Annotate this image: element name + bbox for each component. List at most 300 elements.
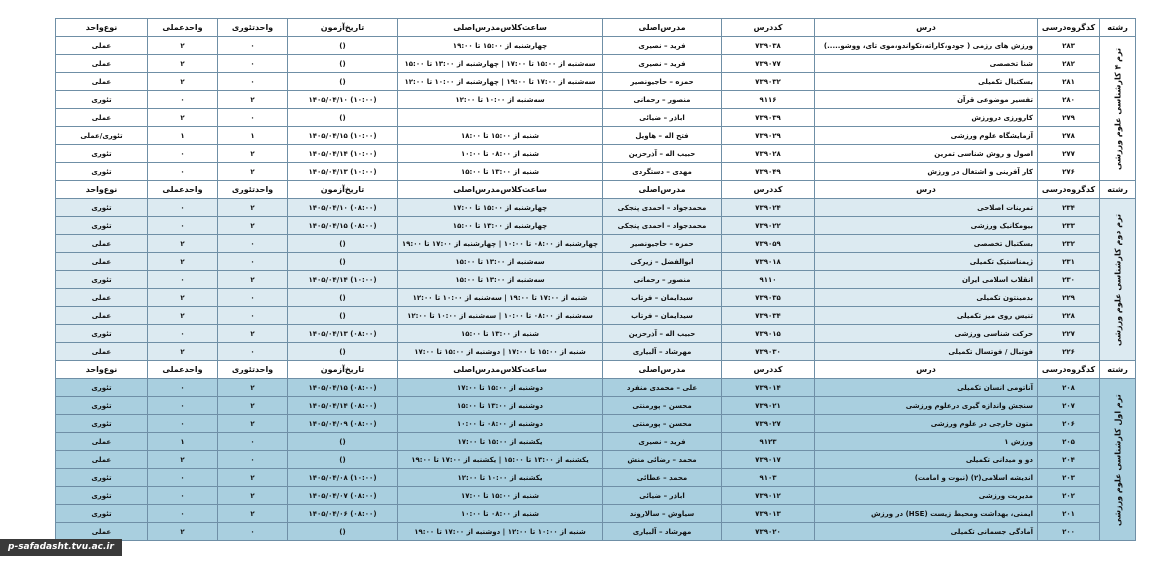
- exam-date-cell: (۱۰:۰۰) ۱۴۰۵/۰۴/۱۵: [288, 127, 398, 145]
- section-rows: [56, 37, 1136, 181]
- group-code-cell: ۲۰۴: [1038, 451, 1100, 469]
- class-time-cell: سه‌شنبه از ۱۳:۰۰ تا ۱۵:۰۰: [398, 253, 603, 271]
- table-row: [56, 91, 1136, 109]
- column-header-unit-type: نوع‌واحد: [56, 361, 148, 379]
- unit-type-cell: عملی: [56, 451, 148, 469]
- class-time-cell: شنبه از ۰۸:۰۰ تا ۱۰:۰۰: [398, 505, 603, 523]
- course-code-cell: ۷۳۹۰۱۳: [722, 505, 815, 523]
- theory-units-cell: ۰: [218, 235, 288, 253]
- instructor-cell: حمزه – حاجیونصیر: [603, 73, 722, 91]
- theory-units-cell: ۱: [218, 127, 288, 145]
- group-code-cell: ۲۲۷: [1038, 325, 1100, 343]
- course-name-cell: انقلاب اسلامی ایران: [815, 271, 1038, 289]
- table-row: [56, 127, 1136, 145]
- practical-units-cell: ۲: [148, 109, 218, 127]
- exam-date-cell: (): [288, 235, 398, 253]
- column-header-theory-units: واحدتئوری: [218, 19, 288, 37]
- course-code-cell: ۷۳۹۰۲۸: [722, 145, 815, 163]
- unit-type-cell: عملی: [56, 433, 148, 451]
- class-time-cell: چهارشنبه از ۱۵:۰۰ تا ۱۹:۰۰: [398, 37, 603, 55]
- unit-type-cell: عملی: [56, 343, 148, 361]
- instructor-cell: فرید – نصیری: [603, 433, 722, 451]
- exam-date-cell: (۱۰:۰۰) ۱۴۰۵/۰۴/۱۴: [288, 271, 398, 289]
- practical-units-cell: ۰: [148, 379, 218, 397]
- table-row: [56, 415, 1136, 433]
- class-time-cell: شنبه از ۱۵:۰۰ تا ۱۷:۰۰ | دوشنبه از ۱۵:۰۰ تا ۱۷:۰۰: [398, 343, 603, 361]
- group-code-cell: ۲۰۸: [1038, 379, 1100, 397]
- group-code-cell: ۲۳۴: [1038, 199, 1100, 217]
- group-code-cell: ۲۸۱: [1038, 73, 1100, 91]
- class-time-cell: شنبه از ۰۸:۰۰ تا ۱۰:۰۰: [398, 145, 603, 163]
- exam-date-cell: (۱۰:۰۰) ۱۴۰۵/۰۴/۱۰: [288, 91, 398, 109]
- group-code-cell: ۲۰۱: [1038, 505, 1100, 523]
- exam-date-cell: (): [288, 307, 398, 325]
- table-row: [56, 73, 1136, 91]
- theory-units-cell: ۲: [218, 415, 288, 433]
- practical-units-cell: ۱: [148, 433, 218, 451]
- practical-units-cell: ۰: [148, 145, 218, 163]
- column-header-course: درس: [815, 361, 1038, 379]
- course-name-cell: تفسیر موضوعی قرآن: [815, 91, 1038, 109]
- column-header-instructor: مدرس‌اصلی: [603, 361, 722, 379]
- section-header: [56, 361, 1136, 379]
- field-label: ترم ۴ کارشناسی علوم ورزشی: [1100, 37, 1136, 181]
- unit-type-cell: عملی: [56, 235, 148, 253]
- theory-units-cell: ۲: [218, 199, 288, 217]
- practical-units-cell: ۲: [148, 235, 218, 253]
- unit-type-cell: تئوری: [56, 199, 148, 217]
- class-time-cell: شنبه از ۱۳:۰۰ تا ۱۵:۰۰: [398, 325, 603, 343]
- table-row: [56, 235, 1136, 253]
- table-row: [56, 433, 1136, 451]
- course-name-cell: تمرینات اصلاحی: [815, 199, 1038, 217]
- course-name-cell: آزمایشگاه علوم ورزشی: [815, 127, 1038, 145]
- column-header-exam-date: تاریخ‌آزمون: [288, 181, 398, 199]
- course-code-cell: ۷۳۹۰۴۹: [722, 163, 815, 181]
- practical-units-cell: ۲: [148, 307, 218, 325]
- class-time-cell: سه‌شنبه از ۰۸:۰۰ تا ۱۰:۰۰ | سه‌شنبه از ۱۰:۰۰ تا ۱۲:۰۰: [398, 307, 603, 325]
- course-name-cell: سنجش واندازه گیری درعلوم ورزشی: [815, 397, 1038, 415]
- course-name-cell: بسکتبال تکمیلی: [815, 73, 1038, 91]
- course-name-cell: اندیشه اسلامی(۲) (نبوت و امامت): [815, 469, 1038, 487]
- class-time-cell: یکشنبه از ۱۰:۰۰ تا ۱۲:۰۰: [398, 469, 603, 487]
- exam-date-cell: (۱۰:۰۰) ۱۴۰۵/۰۴/۱۳: [288, 163, 398, 181]
- course-code-cell: ۹۱۰۳: [722, 469, 815, 487]
- unit-type-cell: عملی: [56, 253, 148, 271]
- theory-units-cell: ۲: [218, 145, 288, 163]
- practical-units-cell: ۲: [148, 289, 218, 307]
- course-code-cell: ۷۳۹۰۱۴: [722, 379, 815, 397]
- unit-type-cell: تئوری: [56, 325, 148, 343]
- exam-date-cell: (): [288, 523, 398, 541]
- course-code-cell: ۷۳۹۰۳۹: [722, 109, 815, 127]
- table-row: [56, 343, 1136, 361]
- unit-type-cell: تئوری: [56, 271, 148, 289]
- theory-units-cell: ۰: [218, 451, 288, 469]
- schedule-table: [55, 18, 1136, 541]
- exam-date-cell: (): [288, 433, 398, 451]
- theory-units-cell: ۲: [218, 505, 288, 523]
- practical-units-cell: ۲: [148, 343, 218, 361]
- column-header-course-code: کددرس: [722, 361, 815, 379]
- column-header-instructor: مدرس‌اصلی: [603, 19, 722, 37]
- exam-date-cell: (۱۰:۰۰) ۱۴۰۵/۰۴/۱۴: [288, 145, 398, 163]
- group-code-cell: ۲۸۰: [1038, 91, 1100, 109]
- table-row: [56, 145, 1136, 163]
- header-row: [56, 361, 1136, 379]
- exam-date-cell: (): [288, 253, 398, 271]
- exam-date-cell: (۰۸:۰۰) ۱۴۰۵/۰۴/۰۹: [288, 415, 398, 433]
- course-code-cell: ۷۳۹۰۲۲: [722, 217, 815, 235]
- theory-units-cell: ۰: [218, 289, 288, 307]
- instructor-cell: منصور – رحمانی: [603, 271, 722, 289]
- field-label: ترم دوم کارشناسی علوم ورزشی: [1100, 199, 1136, 361]
- unit-type-cell: تئوری: [56, 163, 148, 181]
- class-time-cell: شنبه از ۱۷:۰۰ تا ۱۹:۰۰ | سه‌شنبه از ۱۰:۰۰ تا ۱۲:۰۰: [398, 289, 603, 307]
- course-code-cell: ۹۱۱۶: [722, 91, 815, 109]
- column-header-field: رشته: [1100, 181, 1136, 199]
- practical-units-cell: ۰: [148, 469, 218, 487]
- group-code-cell: ۲۲۹: [1038, 289, 1100, 307]
- group-code-cell: ۲۰۶: [1038, 415, 1100, 433]
- instructor-cell: ابوالفضل – زیرکی: [603, 253, 722, 271]
- unit-type-cell: عملی: [56, 37, 148, 55]
- course-name-cell: کار آفرینی و اشتغال در ورزش: [815, 163, 1038, 181]
- table-row: [56, 271, 1136, 289]
- site-watermark: p-safadasht.tvu.ac.ir: [0, 539, 122, 556]
- instructor-cell: محمد – عطائی: [603, 469, 722, 487]
- column-header-practical-units: واحدعملی: [148, 361, 218, 379]
- course-name-cell: مدیریت ورزشی: [815, 487, 1038, 505]
- class-time-cell: دوشنبه از ۰۸:۰۰ تا ۱۰:۰۰: [398, 415, 603, 433]
- practical-units-cell: ۰: [148, 163, 218, 181]
- field-label: ترم اول کارشناسی علوم ورزشی: [1100, 379, 1136, 541]
- theory-units-cell: ۰: [218, 109, 288, 127]
- course-code-cell: ۷۳۹۰۲۴: [722, 199, 815, 217]
- instructor-cell: اباذر – ضیائی: [603, 109, 722, 127]
- instructor-cell: فتح اله – هاویل: [603, 127, 722, 145]
- column-header-class-time: ساعت‌کلاس‌مدرس‌اصلی: [398, 181, 603, 199]
- group-code-cell: ۲۷۹: [1038, 109, 1100, 127]
- table-row: [56, 289, 1136, 307]
- unit-type-cell: عملی: [56, 523, 148, 541]
- instructor-cell: اباذر – ضیائی: [603, 487, 722, 505]
- course-code-cell: ۷۳۹۰۵۹: [722, 235, 815, 253]
- theory-units-cell: ۲: [218, 163, 288, 181]
- group-code-cell: ۲۸۲: [1038, 55, 1100, 73]
- course-name-cell: فوتبال / فوتسال تکمیلی: [815, 343, 1038, 361]
- exam-date-cell: (۰۸:۰۰) ۱۴۰۵/۰۴/۱۵: [288, 217, 398, 235]
- practical-units-cell: ۰: [148, 91, 218, 109]
- theory-units-cell: ۲: [218, 487, 288, 505]
- table-row: [56, 379, 1136, 397]
- group-code-cell: ۲۰۵: [1038, 433, 1100, 451]
- instructor-cell: محمدجواد – احمدی پنجکی: [603, 199, 722, 217]
- course-name-cell: ورزش ۱: [815, 433, 1038, 451]
- exam-date-cell: (۱۰:۰۰) ۱۴۰۵/۰۴/۰۸: [288, 469, 398, 487]
- group-code-cell: ۲۳۰: [1038, 271, 1100, 289]
- practical-units-cell: ۰: [148, 487, 218, 505]
- column-header-theory-units: واحدتئوری: [218, 361, 288, 379]
- table-row: [56, 451, 1136, 469]
- group-code-cell: ۲۷۷: [1038, 145, 1100, 163]
- table-row: [56, 163, 1136, 181]
- course-name-cell: دو و میدانی تکمیلی: [815, 451, 1038, 469]
- instructor-cell: علی – محمدی منفرد: [603, 379, 722, 397]
- unit-type-cell: تئوری: [56, 379, 148, 397]
- instructor-cell: مهدی – دستگردی: [603, 163, 722, 181]
- course-code-cell: ۷۳۹۰۱۵: [722, 325, 815, 343]
- practical-units-cell: ۱: [148, 127, 218, 145]
- course-code-cell: ۷۳۹۰۷۷: [722, 55, 815, 73]
- table-row: [56, 523, 1136, 541]
- instructor-cell: محمدجواد – احمدی پنجکی: [603, 217, 722, 235]
- column-header-group-code: کدگروه‌درسی: [1038, 361, 1100, 379]
- table-row: [56, 55, 1136, 73]
- course-code-cell: ۷۳۹۰۳۲: [722, 73, 815, 91]
- column-header-class-time: ساعت‌کلاس‌مدرس‌اصلی: [398, 361, 603, 379]
- theory-units-cell: ۰: [218, 523, 288, 541]
- unit-type-cell: تئوری: [56, 91, 148, 109]
- unit-type-cell: تئوری: [56, 505, 148, 523]
- theory-units-cell: ۰: [218, 55, 288, 73]
- group-code-cell: ۲۳۳: [1038, 217, 1100, 235]
- instructor-cell: سیدایمان – فرتاب: [603, 289, 722, 307]
- instructor-cell: حبیب اله – آذرحزین: [603, 325, 722, 343]
- theory-units-cell: ۰: [218, 307, 288, 325]
- course-code-cell: ۹۱۱۰: [722, 271, 815, 289]
- course-code-cell: ۷۳۹۰۱۸: [722, 253, 815, 271]
- course-code-cell: ۷۳۹۰۳۸: [722, 37, 815, 55]
- column-header-class-time: ساعت‌کلاس‌مدرس‌اصلی: [398, 19, 603, 37]
- column-header-instructor: مدرس‌اصلی: [603, 181, 722, 199]
- unit-type-cell: تئوری: [56, 145, 148, 163]
- practical-units-cell: ۲: [148, 55, 218, 73]
- course-name-cell: بیومکانیک ورزشی: [815, 217, 1038, 235]
- group-code-cell: ۲۸۳: [1038, 37, 1100, 55]
- group-code-cell: ۲۳۲: [1038, 235, 1100, 253]
- group-code-cell: ۲۲۶: [1038, 343, 1100, 361]
- class-time-cell: سه‌شنبه از ۱۵:۰۰ تا ۱۷:۰۰ | چهارشنبه از ۱۳:۰۰ تا ۱۵:۰۰: [398, 55, 603, 73]
- theory-units-cell: ۰: [218, 433, 288, 451]
- group-code-cell: ۲۰۰: [1038, 523, 1100, 541]
- column-header-theory-units: واحدتئوری: [218, 181, 288, 199]
- class-time-cell: یکشنبه از ۱۵:۰۰ تا ۱۷:۰۰: [398, 433, 603, 451]
- theory-units-cell: ۲: [218, 379, 288, 397]
- section-header: [56, 181, 1136, 199]
- practical-units-cell: ۰: [148, 199, 218, 217]
- exam-date-cell: (): [288, 451, 398, 469]
- group-code-cell: ۲۰۷: [1038, 397, 1100, 415]
- instructor-cell: محمد – رضائی منش: [603, 451, 722, 469]
- exam-date-cell: (۰۸:۰۰) ۱۴۰۵/۰۴/۱۳: [288, 325, 398, 343]
- unit-type-cell: تئوری/عملی: [56, 127, 148, 145]
- table-row: [56, 505, 1136, 523]
- practical-units-cell: ۲: [148, 253, 218, 271]
- instructor-cell: سیدایمان – فرتاب: [603, 307, 722, 325]
- unit-type-cell: عملی: [56, 73, 148, 91]
- unit-type-cell: تئوری: [56, 397, 148, 415]
- course-name-cell: بدمینتون تکمیلی: [815, 289, 1038, 307]
- practical-units-cell: ۰: [148, 505, 218, 523]
- class-time-cell: یکشنبه از ۱۳:۰۰ تا ۱۵:۰۰ | یکشنبه از ۱۷:۰۰ تا ۱۹:۰۰: [398, 451, 603, 469]
- exam-date-cell: (): [288, 73, 398, 91]
- course-code-cell: ۷۳۹۰۳۰: [722, 343, 815, 361]
- practical-units-cell: ۲: [148, 451, 218, 469]
- practical-units-cell: ۲: [148, 37, 218, 55]
- table-row: [56, 217, 1136, 235]
- course-code-cell: ۷۳۹۰۱۲: [722, 487, 815, 505]
- unit-type-cell: عملی: [56, 307, 148, 325]
- course-name-cell: ایمنی، بهداشت ومحیط زیست (HSE) در ورزش: [815, 505, 1038, 523]
- column-header-practical-units: واحدعملی: [148, 181, 218, 199]
- table-row: [56, 307, 1136, 325]
- group-code-cell: ۲۷۶: [1038, 163, 1100, 181]
- column-header-course-code: کددرس: [722, 19, 815, 37]
- course-code-cell: ۷۳۹۰۲۰: [722, 523, 815, 541]
- instructor-cell: محسن – پورمنتی: [603, 415, 722, 433]
- instructor-cell: مهرشاد – آلبیاری: [603, 523, 722, 541]
- exam-date-cell: (): [288, 37, 398, 55]
- table-row: [56, 199, 1136, 217]
- course-code-cell: ۷۳۹۰۳۵: [722, 289, 815, 307]
- course-name-cell: ورزش های رزمی ( جودو،کاراته،تکواندو،موی تای، ووشو.....): [815, 37, 1038, 55]
- theory-units-cell: ۰: [218, 37, 288, 55]
- group-code-cell: ۲۳۱: [1038, 253, 1100, 271]
- practical-units-cell: ۰: [148, 397, 218, 415]
- class-time-cell: شنبه از ۱۳:۰۰ تا ۱۵:۰۰: [398, 163, 603, 181]
- instructor-cell: فرید – نصیری: [603, 55, 722, 73]
- unit-type-cell: تئوری: [56, 469, 148, 487]
- exam-date-cell: (۰۸:۰۰) ۱۴۰۵/۰۴/۰۷: [288, 487, 398, 505]
- group-code-cell: ۲۰۲: [1038, 487, 1100, 505]
- class-time-cell: چهارشنبه از ۱۳:۰۰ تا ۱۵:۰۰: [398, 217, 603, 235]
- practical-units-cell: ۲: [148, 73, 218, 91]
- practical-units-cell: ۰: [148, 271, 218, 289]
- course-name-cell: ژیمناستیک تکمیلی: [815, 253, 1038, 271]
- section-rows: [56, 199, 1136, 361]
- column-header-field: رشته: [1100, 19, 1136, 37]
- column-header-course-code: کددرس: [722, 181, 815, 199]
- exam-date-cell: (۰۸:۰۰) ۱۴۰۵/۰۴/۱۵: [288, 379, 398, 397]
- class-time-cell: شنبه از ۱۵:۰۰ تا ۱۸:۰۰: [398, 127, 603, 145]
- column-header-group-code: کدگروه‌درسی: [1038, 19, 1100, 37]
- table-row: [56, 253, 1136, 271]
- course-code-cell: ۷۳۹۰۲۹: [722, 127, 815, 145]
- unit-type-cell: تئوری: [56, 487, 148, 505]
- section-header: [56, 19, 1136, 37]
- theory-units-cell: ۰: [218, 73, 288, 91]
- class-time-cell: دوشنبه از ۱۵:۰۰ تا ۱۷:۰۰: [398, 379, 603, 397]
- unit-type-cell: عملی: [56, 109, 148, 127]
- column-header-course: درس: [815, 181, 1038, 199]
- course-name-cell: تنیس روی میز تکمیلی: [815, 307, 1038, 325]
- instructor-cell: محسن – پورمنتی: [603, 397, 722, 415]
- unit-type-cell: عملی: [56, 55, 148, 73]
- theory-units-cell: ۲: [218, 91, 288, 109]
- table-row: [56, 109, 1136, 127]
- table-row: [56, 37, 1136, 55]
- group-code-cell: ۲۲۸: [1038, 307, 1100, 325]
- table-row: [56, 487, 1136, 505]
- theory-units-cell: ۲: [218, 217, 288, 235]
- course-name-cell: بسکتبال تخصصی: [815, 235, 1038, 253]
- course-name-cell: کارورزی درورزش: [815, 109, 1038, 127]
- column-header-unit-type: نوع‌واحد: [56, 181, 148, 199]
- class-time-cell: چهارشنبه از ۱۵:۰۰ تا ۱۷:۰۰: [398, 199, 603, 217]
- course-code-cell: ۷۳۹۰۳۴: [722, 307, 815, 325]
- course-code-cell: ۷۳۹۰۲۷: [722, 415, 815, 433]
- instructor-cell: حبیب اله – آذرحزین: [603, 145, 722, 163]
- course-name-cell: اصول و روش شناسی تمرین: [815, 145, 1038, 163]
- class-time-cell: دوشنبه از ۱۳:۰۰ تا ۱۵:۰۰: [398, 397, 603, 415]
- course-name-cell: متون خارجی در علوم ورزشی: [815, 415, 1038, 433]
- class-time-cell: شنبه از ۱۵:۰۰ تا ۱۷:۰۰: [398, 487, 603, 505]
- table-row: [56, 397, 1136, 415]
- practical-units-cell: ۰: [148, 415, 218, 433]
- class-time-cell: چهارشنبه از ۰۸:۰۰ تا ۱۰:۰۰ | چهارشنبه از ۱۷:۰۰ تا ۱۹:۰۰: [398, 235, 603, 253]
- column-header-exam-date: تاریخ‌آزمون: [288, 19, 398, 37]
- exam-date-cell: (): [288, 289, 398, 307]
- instructor-cell: منصور – رحمانی: [603, 91, 722, 109]
- theory-units-cell: ۲: [218, 325, 288, 343]
- class-time-cell: شنبه از ۱۰:۰۰ تا ۱۲:۰۰ | دوشنبه از ۱۷:۰۰ تا ۱۹:۰۰: [398, 523, 603, 541]
- theory-units-cell: ۰: [218, 343, 288, 361]
- course-name-cell: حرکت شناسی ورزشی: [815, 325, 1038, 343]
- instructor-cell: مهرشاد – آلبیاری: [603, 343, 722, 361]
- course-name-cell: آناتومی انسان تکمیلی: [815, 379, 1038, 397]
- practical-units-cell: ۰: [148, 217, 218, 235]
- theory-units-cell: ۲: [218, 469, 288, 487]
- exam-date-cell: (۰۸:۰۰) ۱۴۰۵/۰۴/۱۴: [288, 397, 398, 415]
- theory-units-cell: ۲: [218, 271, 288, 289]
- table-row: [56, 325, 1136, 343]
- header-row: [56, 181, 1136, 199]
- column-header-group-code: کدگروه‌درسی: [1038, 181, 1100, 199]
- exam-date-cell: (۰۸:۰۰) ۱۴۰۵/۰۴/۰۶: [288, 505, 398, 523]
- practical-units-cell: ۲: [148, 523, 218, 541]
- class-time-cell: سه‌شنبه از ۱۳:۰۰ تا ۱۵:۰۰: [398, 271, 603, 289]
- theory-units-cell: ۲: [218, 397, 288, 415]
- column-header-course: درس: [815, 19, 1038, 37]
- practical-units-cell: ۰: [148, 325, 218, 343]
- exam-date-cell: (۰۸:۰۰) ۱۴۰۵/۰۴/۱۰: [288, 199, 398, 217]
- group-code-cell: ۲۷۸: [1038, 127, 1100, 145]
- unit-type-cell: عملی: [56, 289, 148, 307]
- exam-date-cell: (): [288, 109, 398, 127]
- course-code-cell: ۹۱۲۳: [722, 433, 815, 451]
- column-header-field: رشته: [1100, 361, 1136, 379]
- unit-type-cell: تئوری: [56, 415, 148, 433]
- section-rows: [56, 379, 1136, 541]
- column-header-unit-type: نوع‌واحد: [56, 19, 148, 37]
- column-header-exam-date: تاریخ‌آزمون: [288, 361, 398, 379]
- exam-date-cell: (): [288, 55, 398, 73]
- unit-type-cell: تئوری: [56, 217, 148, 235]
- course-name-cell: آمادگی جسمانی تکمیلی: [815, 523, 1038, 541]
- class-time-cell: سه‌شنبه از ۱۰:۰۰ تا ۱۲:۰۰: [398, 91, 603, 109]
- exam-date-cell: (): [288, 343, 398, 361]
- theory-units-cell: ۰: [218, 253, 288, 271]
- table-row: [56, 469, 1136, 487]
- instructor-cell: حمزه – حاجیونصیر: [603, 235, 722, 253]
- course-code-cell: ۷۳۹۰۱۷: [722, 451, 815, 469]
- header-row: [56, 19, 1136, 37]
- course-name-cell: شنا تخصصی: [815, 55, 1038, 73]
- column-header-practical-units: واحدعملی: [148, 19, 218, 37]
- class-time-cell: [398, 109, 603, 127]
- instructor-cell: فرید – نصیری: [603, 37, 722, 55]
